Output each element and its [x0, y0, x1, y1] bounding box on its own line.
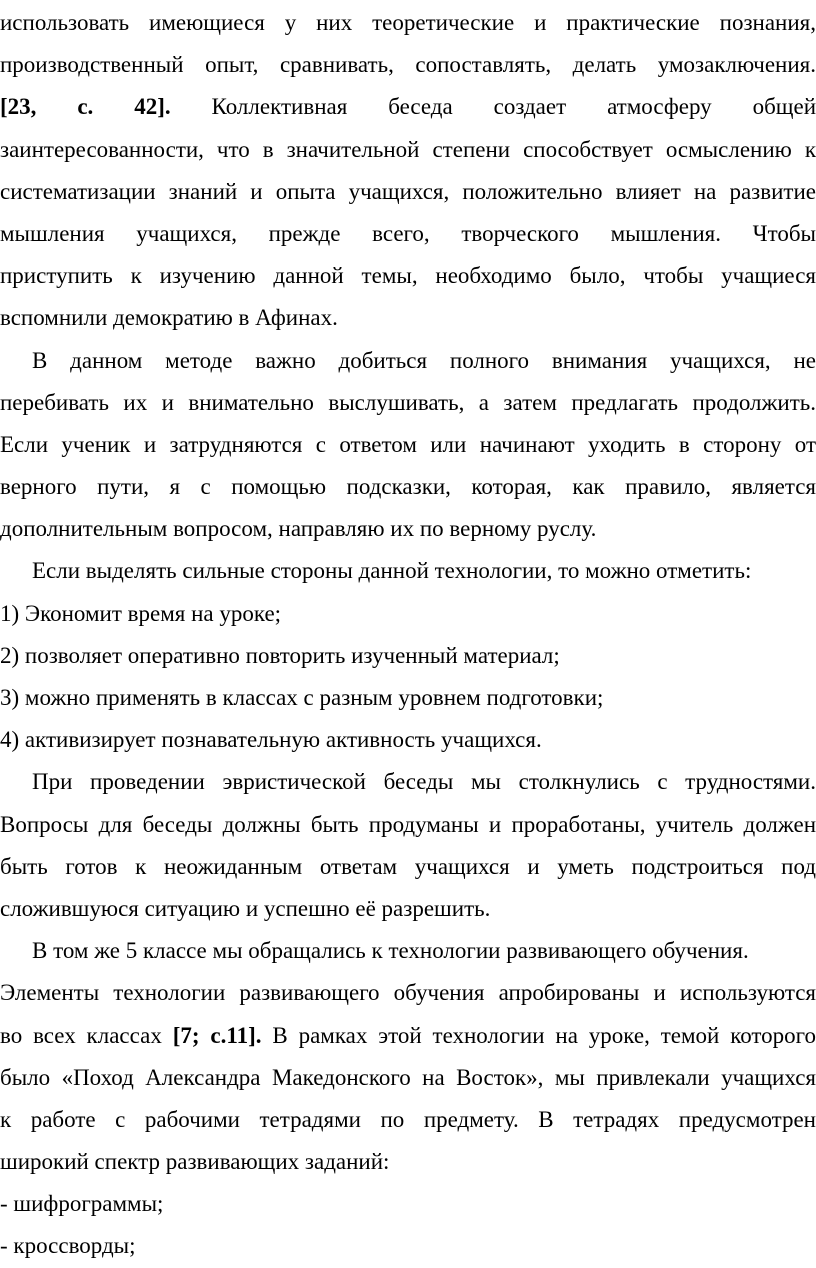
- paragraph-1: [0, 2, 816, 340]
- text-line: использовать имеющиеся у них теоретические и практические познания,: [0, 2, 816, 44]
- text-span: во всех классах: [0, 1023, 173, 1048]
- list-item: 2) позволяет оперативно повторить изученный материал;: [0, 635, 816, 677]
- paragraph-5: [0, 930, 816, 1183]
- text-line: сложившуюся ситуацию и успешно её разрешить.: [0, 888, 816, 930]
- list-tasks: [0, 1183, 816, 1267]
- text-line: [0, 1015, 816, 1057]
- text-span: Коллективная беседа создает атмосферу общей: [171, 94, 816, 119]
- text-line: дополнительным вопросом, направляю их по верному руслу.: [0, 508, 816, 550]
- text-line: мышления учащихся, прежде всего, творческого мышления. Чтобы: [0, 213, 816, 255]
- text-line: верного пути, я с помощью подсказки, которая, как правило, является: [0, 466, 816, 508]
- text-line: приступить к изучению данной темы, необходимо было, чтобы учащиеся: [0, 255, 816, 297]
- text-line: широкий спектр развивающих заданий:: [0, 1141, 816, 1183]
- citation: [23, с. 42].: [0, 94, 171, 119]
- text-span: В рамках этой технологии на уроке, темой которого: [262, 1023, 816, 1048]
- text-line: Вопросы для беседы должны быть продуманы и проработаны, учитель должен: [0, 804, 816, 846]
- list-item: 4) активизирует познавательную активность учащихся.: [0, 719, 816, 761]
- text-line: вспомнили демократию в Афинах.: [0, 297, 816, 339]
- text-line: быть готов к неожиданным ответам учащихся и уметь подстроиться под: [0, 846, 816, 888]
- text-line: [0, 86, 816, 128]
- paragraph-3: [0, 550, 816, 592]
- text-line: перебивать их и внимательно выслушивать, а затем предлагать продолжить.: [0, 382, 816, 424]
- list-advantages: [0, 593, 816, 762]
- text-line: В том же 5 классе мы обращались к технологии развивающего обучения.: [0, 930, 816, 972]
- citation: [7; с.11].: [173, 1023, 262, 1048]
- text-line: Элементы технологии развивающего обучения апробированы и используются: [0, 972, 816, 1014]
- list-item: - кроссворды;: [0, 1225, 816, 1267]
- text-line: к работе с рабочими тетрадями по предмету. В тетрадях предусмотрен: [0, 1099, 816, 1141]
- list-item: - шифрограммы;: [0, 1183, 816, 1225]
- text-line: При проведении эвристической беседы мы столкнулись с трудностями.: [0, 761, 816, 803]
- text-line: было «Поход Александра Македонского на Восток», мы привлекали учащихся: [0, 1057, 816, 1099]
- list-item: 3) можно применять в классах с разным уровнем подготовки;: [0, 677, 816, 719]
- text-line: систематизации знаний и опыта учащихся, положительно влияет на развитие: [0, 171, 816, 213]
- text-line: заинтересованности, что в значительной степени способствует осмыслению к: [0, 129, 816, 171]
- text-line: производственный опыт, сравнивать, сопоставлять, делать умозаключения.: [0, 44, 816, 86]
- paragraph-4: [0, 761, 816, 930]
- text-line: Если выделять сильные стороны данной технологии, то можно отметить:: [0, 550, 816, 592]
- paragraph-2: [0, 340, 816, 551]
- list-item: 1) Экономит время на уроке;: [0, 593, 816, 635]
- text-line: Если ученик и затрудняются с ответом или начинают уходить в сторону от: [0, 424, 816, 466]
- text-line: В данном методе важно добиться полного внимания учащихся, не: [0, 340, 816, 382]
